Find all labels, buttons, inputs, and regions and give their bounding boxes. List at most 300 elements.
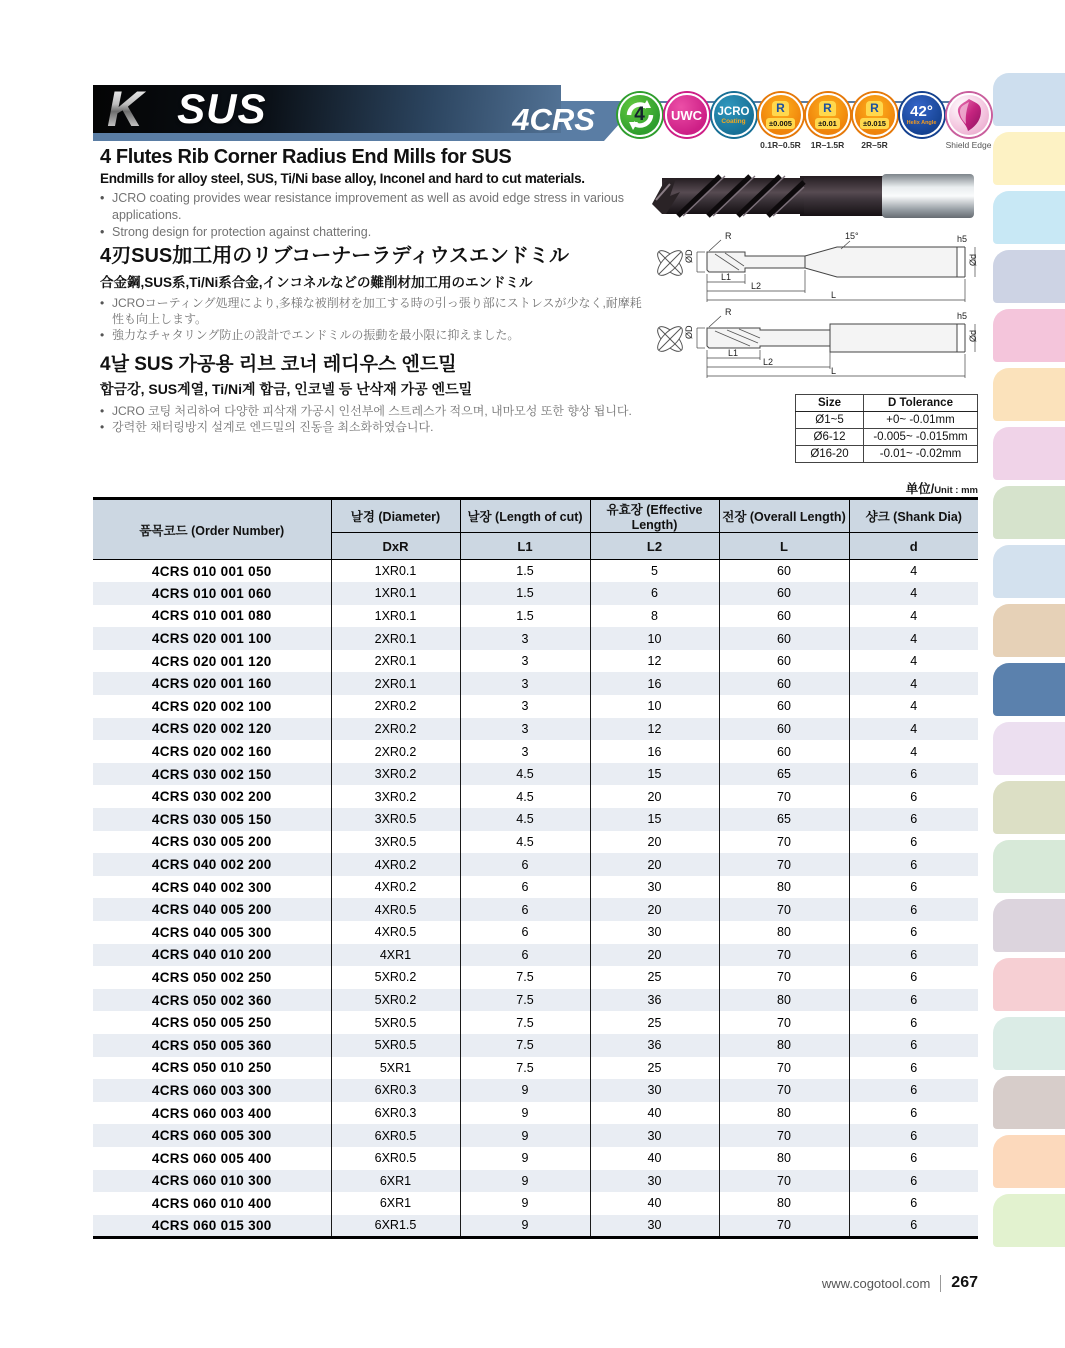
l-cell: 60: [719, 695, 849, 718]
d-cell: 6: [849, 785, 978, 808]
l1-cell: 1.5: [460, 605, 590, 628]
l2-cell: 30: [590, 1215, 719, 1238]
intro-english: [100, 146, 645, 241]
feature-bullet: • JCRO coating provides wear resistance improvement as well as avoid edge stress in various applications.: [100, 190, 645, 224]
l2-cell: 15: [590, 763, 719, 786]
feature-bullet: • 강력한 채터링방지 설계로 엔드밀의 진동을 최소화하였습니다.: [100, 419, 645, 435]
l2-cell: 25: [590, 1057, 719, 1080]
l1-cell: 9: [460, 1124, 590, 1147]
d-cell: 4: [849, 605, 978, 628]
order-number-cell: 4CRS 020 002 160: [151, 744, 272, 760]
svg-text:L2: L2: [763, 357, 774, 367]
col-header-diameter: 날경 (Diameter): [331, 499, 460, 533]
dxr-cell: 2XR0.2: [331, 695, 460, 718]
l1-cell: 6: [460, 944, 590, 967]
tolerance-row: Ø16-20 -0.01~ -0.02mm: [796, 446, 978, 463]
spec-table-row: [93, 672, 978, 695]
badge-r-tolerance-2: [805, 93, 850, 150]
col-header-effective-length: 유효장 (Effective Length): [590, 499, 719, 533]
l2-cell: 12: [590, 718, 719, 741]
feature-badges: [617, 93, 991, 150]
l-cell: 80: [719, 1147, 849, 1170]
col-header-overall-length: 전장 (Overall Length): [719, 499, 849, 533]
order-number-cell: 4CRS 050 010 250: [151, 1060, 272, 1076]
l-cell: 70: [719, 966, 849, 989]
tolerance-row: Ø6-12 -0.005~ -0.015mm: [796, 429, 978, 446]
dxr-cell: 2XR0.2: [331, 740, 460, 763]
l1-cell: 9: [460, 1215, 590, 1238]
section-tab: [993, 781, 1065, 834]
l-cell: 80: [719, 1192, 849, 1215]
l-cell: 70: [719, 1057, 849, 1080]
order-number-cell: 4CRS 040 002 300: [151, 879, 272, 895]
dxr-cell: 3XR0.2: [331, 763, 460, 786]
l1-cell: 7.5: [460, 1034, 590, 1057]
section-tab: [993, 132, 1065, 185]
spec-table-row: [93, 1124, 978, 1147]
brand-logo-sus: SUS: [177, 85, 267, 132]
l2-cell: 20: [590, 944, 719, 967]
spec-table-row: [93, 1034, 978, 1057]
section-tab: [993, 73, 1065, 126]
order-number-cell: 4CRS 050 005 360: [151, 1037, 272, 1053]
badge-r-tolerance-1: [758, 93, 803, 150]
d-cell: 6: [849, 1215, 978, 1238]
l-cell: 60: [719, 627, 849, 650]
spec-table-row: [93, 785, 978, 808]
dxr-cell: 3XR0.5: [331, 831, 460, 854]
spec-table-row: [93, 740, 978, 763]
spec-table-row: [93, 763, 978, 786]
l1-cell: 3: [460, 672, 590, 695]
endmill-photo: [650, 162, 978, 230]
spec-table-row: [93, 627, 978, 650]
l2-cell: 30: [590, 1124, 719, 1147]
d-cell: 6: [849, 1011, 978, 1034]
dxr-cell: 2XR0.1: [331, 672, 460, 695]
d-cell: 4: [849, 627, 978, 650]
dxr-cell: 6XR1: [331, 1192, 460, 1215]
l-cell: 60: [719, 582, 849, 605]
d-cell: 6: [849, 1124, 978, 1147]
spec-table-row: [93, 876, 978, 899]
d-cell: 4: [849, 718, 978, 741]
unit-note: 单位/Unit : mm: [905, 482, 978, 496]
order-number-cell: 4CRS 060 010 300: [151, 1173, 272, 1189]
spec-table-row: [93, 898, 978, 921]
order-number-cell: 4CRS 060 003 400: [151, 1105, 272, 1121]
order-number-cell: 4CRS 040 005 300: [151, 924, 272, 940]
spec-table-row: [93, 808, 978, 831]
section-tab: [993, 663, 1065, 716]
col-header-order-number: 품목코드 (Order Number): [93, 499, 331, 560]
d-cell: 4: [849, 650, 978, 673]
d-cell: 6: [849, 1079, 978, 1102]
badge-jcro-coating: [711, 93, 756, 150]
badge-4-flutes: [617, 93, 662, 150]
svg-text:ØD: ØD: [684, 249, 694, 263]
section-tab: [993, 486, 1065, 539]
dxr-cell: 4XR0.5: [331, 898, 460, 921]
order-number-cell: 4CRS 060 005 400: [151, 1150, 272, 1166]
l1-cell: 7.5: [460, 1011, 590, 1034]
l1-cell: 6: [460, 853, 590, 876]
col-subheader-l: L: [719, 533, 849, 560]
d-cell: 6: [849, 1057, 978, 1080]
l-cell: 80: [719, 876, 849, 899]
footer-divider: [940, 1275, 941, 1292]
d-cell: 4: [849, 582, 978, 605]
brand-logo-k: K: [107, 84, 151, 134]
l-cell: 65: [719, 763, 849, 786]
tolerance-row: Ø1~5 +0~ -0.01mm: [796, 412, 978, 429]
order-number-cell: 4CRS 020 001 120: [151, 653, 272, 669]
l1-cell: 7.5: [460, 966, 590, 989]
l2-cell: 36: [590, 989, 719, 1012]
svg-text:R: R: [725, 231, 732, 241]
tolerance-col-dtol: D Tolerance: [864, 395, 978, 412]
feature-bullet: • Strong design for protection against chattering.: [100, 224, 645, 241]
order-number-cell: 4CRS 060 003 300: [151, 1082, 272, 1098]
section-tab: [993, 1194, 1065, 1247]
d-cell: 6: [849, 1147, 978, 1170]
l-cell: 70: [719, 1011, 849, 1034]
dxr-cell: 4XR0.2: [331, 853, 460, 876]
intro-korean: [100, 349, 645, 435]
d-cell: 6: [849, 898, 978, 921]
spec-table-row: [93, 1192, 978, 1215]
badge-r-tolerance-3: [852, 93, 897, 150]
l2-cell: 20: [590, 831, 719, 854]
dxr-cell: 6XR0.3: [331, 1079, 460, 1102]
l-cell: 60: [719, 605, 849, 628]
order-number-cell: 4CRS 020 002 120: [151, 721, 272, 737]
section-tab: [993, 427, 1065, 480]
dxr-cell: 5XR1: [331, 1057, 460, 1080]
helix-angle-icon: 42° Helix Angle: [900, 93, 944, 137]
d-cell: 6: [849, 853, 978, 876]
col-subheader-dxr: DxR: [331, 533, 460, 560]
l1-cell: 4.5: [460, 763, 590, 786]
product-subtitle-en: Endmills for alloy steel, SUS, Ti/Ni base alloy, Inconel and hard to cut materials.: [100, 171, 585, 186]
l-cell: 70: [719, 1079, 849, 1102]
spec-table-row: [93, 921, 978, 944]
l1-cell: 9: [460, 1170, 590, 1193]
product-title-ja: 4刃SUS加工用のリブコーナーラディウスエンドミル: [100, 245, 570, 267]
r-tolerance-icon: R ±0.015: [853, 93, 897, 137]
l-cell: 80: [719, 989, 849, 1012]
l1-cell: 4.5: [460, 785, 590, 808]
r-range-label: 1R–1.5R: [810, 140, 845, 150]
d-cell: 6: [849, 921, 978, 944]
l-cell: 70: [719, 944, 849, 967]
dxr-cell: 5XR0.2: [331, 966, 460, 989]
dxr-cell: 6XR0.3: [331, 1102, 460, 1125]
dxr-cell: 4XR0.2: [331, 876, 460, 899]
order-number-cell: 4CRS 030 002 200: [151, 789, 272, 805]
l2-cell: 20: [590, 898, 719, 921]
r-range-label: 0.1R–0.5R: [760, 140, 801, 150]
dxr-cell: 5XR0.5: [331, 1011, 460, 1034]
dxr-cell: 1XR0.1: [331, 582, 460, 605]
spec-table-row: [93, 582, 978, 605]
l2-cell: 40: [590, 1102, 719, 1125]
dxr-cell: 3XR0.2: [331, 785, 460, 808]
dxr-cell: 2XR0.1: [331, 627, 460, 650]
technical-drawing-straight: [645, 306, 983, 382]
l-cell: 70: [719, 1215, 849, 1238]
l1-cell: 7.5: [460, 989, 590, 1012]
l2-cell: 20: [590, 785, 719, 808]
order-number-cell: 4CRS 060 005 300: [151, 1128, 272, 1144]
section-tab: [993, 191, 1065, 244]
l-cell: 70: [719, 1124, 849, 1147]
section-tab: [993, 1017, 1065, 1070]
badge-uwc: [664, 93, 709, 150]
l-cell: 80: [719, 1034, 849, 1057]
order-number-cell: 4CRS 020 001 160: [151, 676, 272, 692]
l-cell: 60: [719, 740, 849, 763]
spec-table-wrap: [93, 497, 978, 1239]
tolerance-col-size: Size: [796, 395, 864, 412]
section-tab: [993, 1076, 1065, 1129]
section-tab: [993, 958, 1065, 1011]
d-cell: 6: [849, 944, 978, 967]
l2-cell: 30: [590, 1079, 719, 1102]
product-title-en: 4 Flutes Rib Corner Radius End Mills for SUS: [100, 146, 512, 168]
l2-cell: 12: [590, 650, 719, 673]
d-cell: 6: [849, 1192, 978, 1215]
product-subtitle-ja: 合金鋼,SUS系,Ti/Ni系合金,インコネルなどの難削材加工用のエンドミル: [100, 275, 533, 290]
d-cell: 6: [849, 966, 978, 989]
l2-cell: 25: [590, 1011, 719, 1034]
spec-table-row: [93, 1057, 978, 1080]
svg-text:L: L: [831, 366, 837, 376]
svg-text:ØD: ØD: [684, 325, 694, 339]
svg-text:h5: h5: [957, 311, 968, 321]
section-tab: [993, 368, 1065, 421]
section-tab: [993, 899, 1065, 952]
order-number-cell: 4CRS 050 005 250: [151, 1015, 272, 1031]
feature-bullet: • JCROコーティング処理により,多様な被削材を加工する時の引っ張り部にストレスが少なく,耐摩耗性も向上します。: [100, 295, 645, 327]
d-cell: 6: [849, 831, 978, 854]
svg-text:Ød: Ød: [968, 253, 978, 266]
section-tab: [993, 722, 1065, 775]
section-tab: [993, 604, 1065, 657]
d-cell: 6: [849, 876, 978, 899]
spec-table-row: [93, 560, 978, 583]
l-cell: 65: [719, 808, 849, 831]
technical-drawing-tapered: [645, 230, 983, 306]
l-cell: 60: [719, 650, 849, 673]
d-cell: 4: [849, 695, 978, 718]
shield-edge-label: Shield Edge: [945, 140, 992, 150]
spec-table: [93, 497, 978, 1239]
product-subtitle-ko: 합금강, SUS계열, Ti/Ni계 합금, 인코넬 등 난삭재 가공 엔드밀: [100, 381, 473, 397]
order-number-cell: 4CRS 050 002 360: [151, 992, 272, 1008]
l-cell: 70: [719, 831, 849, 854]
svg-text:L1: L1: [728, 348, 739, 358]
dxr-cell: 2XR0.2: [331, 718, 460, 741]
r-tolerance-icon: R ±0.005: [759, 93, 803, 137]
spec-table-row: [93, 1102, 978, 1125]
jcro-coating-icon: JCRO Coating: [712, 93, 756, 137]
product-title-ko: 4날 SUS 가공용 리브 코너 레디우스 엔드밀: [100, 354, 457, 375]
section-tab: [993, 545, 1065, 598]
l2-cell: 40: [590, 1147, 719, 1170]
col-header-shank-dia: 샹크 (Shank Dia): [849, 499, 978, 533]
d-cell: 4: [849, 672, 978, 695]
l1-cell: 1.5: [460, 560, 590, 583]
l2-cell: 30: [590, 1170, 719, 1193]
dxr-cell: 4XR0.5: [331, 921, 460, 944]
page-number: 267: [951, 1274, 978, 1291]
order-number-cell: 4CRS 010 001 060: [151, 585, 272, 601]
order-number-cell: 4CRS 030 002 150: [151, 766, 272, 782]
l1-cell: 6: [460, 921, 590, 944]
spec-table-row: [93, 989, 978, 1012]
website-url: www.cogotool.com: [821, 1275, 931, 1291]
svg-text:15°: 15°: [845, 231, 859, 241]
l1-cell: 9: [460, 1147, 590, 1170]
section-tab: [993, 309, 1065, 362]
l2-cell: 30: [590, 876, 719, 899]
spec-table-row: [93, 1215, 978, 1238]
l2-cell: 16: [590, 672, 719, 695]
order-number-cell: 4CRS 040 010 200: [151, 947, 272, 963]
svg-text:h5: h5: [957, 234, 968, 244]
spec-table-row: [93, 695, 978, 718]
l-cell: 70: [719, 898, 849, 921]
spec-table-row: [93, 650, 978, 673]
r-range-label: 2R–5R: [861, 140, 888, 150]
badge-shield-edge: [946, 93, 991, 150]
l1-cell: 3: [460, 695, 590, 718]
spec-table-row: [93, 1079, 978, 1102]
l-cell: 60: [719, 672, 849, 695]
l1-cell: 4.5: [460, 808, 590, 831]
dxr-cell: 1XR0.1: [331, 560, 460, 583]
l2-cell: 16: [590, 740, 719, 763]
section-tab: [993, 1135, 1065, 1188]
l2-cell: 8: [590, 605, 719, 628]
dxr-cell: 5XR0.2: [331, 989, 460, 1012]
l-cell: 60: [719, 560, 849, 583]
l1-cell: 3: [460, 740, 590, 763]
col-header-length-of-cut: 날장 (Length of cut): [460, 499, 590, 533]
order-number-cell: 4CRS 010 001 080: [151, 608, 272, 624]
feature-bullet: • JCRO 코팅 처리하여 다양한 피삭재 가공시 인선부에 스트레스가 적으며, 내마모성 또한 향상 됩니다.: [100, 403, 645, 419]
l-cell: 60: [719, 718, 849, 741]
l-cell: 80: [719, 1102, 849, 1125]
tolerance-table: [795, 394, 978, 463]
section-tab: [993, 840, 1065, 893]
spec-table-row: [93, 1011, 978, 1034]
order-number-cell: 4CRS 020 002 100: [151, 698, 272, 714]
dxr-cell: 2XR0.1: [331, 650, 460, 673]
spec-table-row: [93, 966, 978, 989]
page-footer: [822, 1274, 978, 1292]
dxr-cell: 6XR0.5: [331, 1124, 460, 1147]
uwc-icon: UWC: [665, 93, 709, 137]
col-subheader-d: d: [849, 533, 978, 560]
l1-cell: 1.5: [460, 582, 590, 605]
l2-cell: 10: [590, 695, 719, 718]
r-tolerance-icon: R ±0.01: [806, 93, 850, 137]
d-cell: 6: [849, 808, 978, 831]
order-number-cell: 4CRS 030 005 200: [151, 834, 272, 850]
l1-cell: 7.5: [460, 1057, 590, 1080]
d-cell: 4: [849, 560, 978, 583]
spec-table-row: [93, 853, 978, 876]
l-cell: 70: [719, 1170, 849, 1193]
intro-japanese: [100, 239, 645, 344]
shield-edge-icon: [947, 93, 991, 137]
spec-table-row: [93, 1147, 978, 1170]
spec-table-row: [93, 605, 978, 628]
l1-cell: 3: [460, 718, 590, 741]
l1-cell: 3: [460, 650, 590, 673]
spec-table-row: [93, 1170, 978, 1193]
order-number-cell: 4CRS 060 015 300: [151, 1217, 272, 1233]
spec-table-row: [93, 718, 978, 741]
order-number-cell: 4CRS 060 010 400: [151, 1195, 272, 1211]
svg-text:R: R: [725, 307, 732, 317]
d-cell: 6: [849, 989, 978, 1012]
col-subheader-l1: L1: [460, 533, 590, 560]
spec-table-row: [93, 944, 978, 967]
l1-cell: 4.5: [460, 831, 590, 854]
d-cell: 6: [849, 763, 978, 786]
order-number-cell: 4CRS 050 002 250: [151, 969, 272, 985]
l2-cell: 20: [590, 853, 719, 876]
d-cell: 6: [849, 1102, 978, 1125]
dxr-cell: 6XR0.5: [331, 1147, 460, 1170]
d-cell: 6: [849, 1170, 978, 1193]
svg-text:L2: L2: [751, 281, 762, 291]
col-subheader-l2: L2: [590, 533, 719, 560]
svg-text:L1: L1: [721, 272, 732, 282]
dxr-cell: 4XR1: [331, 944, 460, 967]
feature-bullet: • 強力なチャタリング防止の設計でエンドミルの振動を最小限に抑えました。: [100, 327, 645, 343]
series-code: 4CRS: [512, 102, 595, 137]
l2-cell: 6: [590, 582, 719, 605]
l1-cell: 9: [460, 1102, 590, 1125]
dxr-cell: 1XR0.1: [331, 605, 460, 628]
order-number-cell: 4CRS 030 005 150: [151, 811, 272, 827]
l1-cell: 9: [460, 1079, 590, 1102]
l2-cell: 30: [590, 921, 719, 944]
l2-cell: 25: [590, 966, 719, 989]
d-cell: 4: [849, 740, 978, 763]
dxr-cell: 5XR0.5: [331, 1034, 460, 1057]
svg-text:Ød: Ød: [968, 329, 978, 342]
order-number-cell: 4CRS 040 002 200: [151, 857, 272, 873]
spec-table-row: [93, 831, 978, 854]
l1-cell: 6: [460, 876, 590, 899]
svg-text:L: L: [831, 290, 837, 300]
dxr-cell: 6XR1.5: [331, 1215, 460, 1238]
badge-helix-angle: [899, 93, 944, 150]
dxr-cell: 6XR1: [331, 1170, 460, 1193]
l2-cell: 5: [590, 560, 719, 583]
order-number-cell: 4CRS 020 001 100: [151, 631, 272, 647]
l2-cell: 15: [590, 808, 719, 831]
l1-cell: 3: [460, 627, 590, 650]
l-cell: 70: [719, 785, 849, 808]
section-tab: [993, 250, 1065, 303]
section-tab-strip: [993, 73, 1065, 1247]
